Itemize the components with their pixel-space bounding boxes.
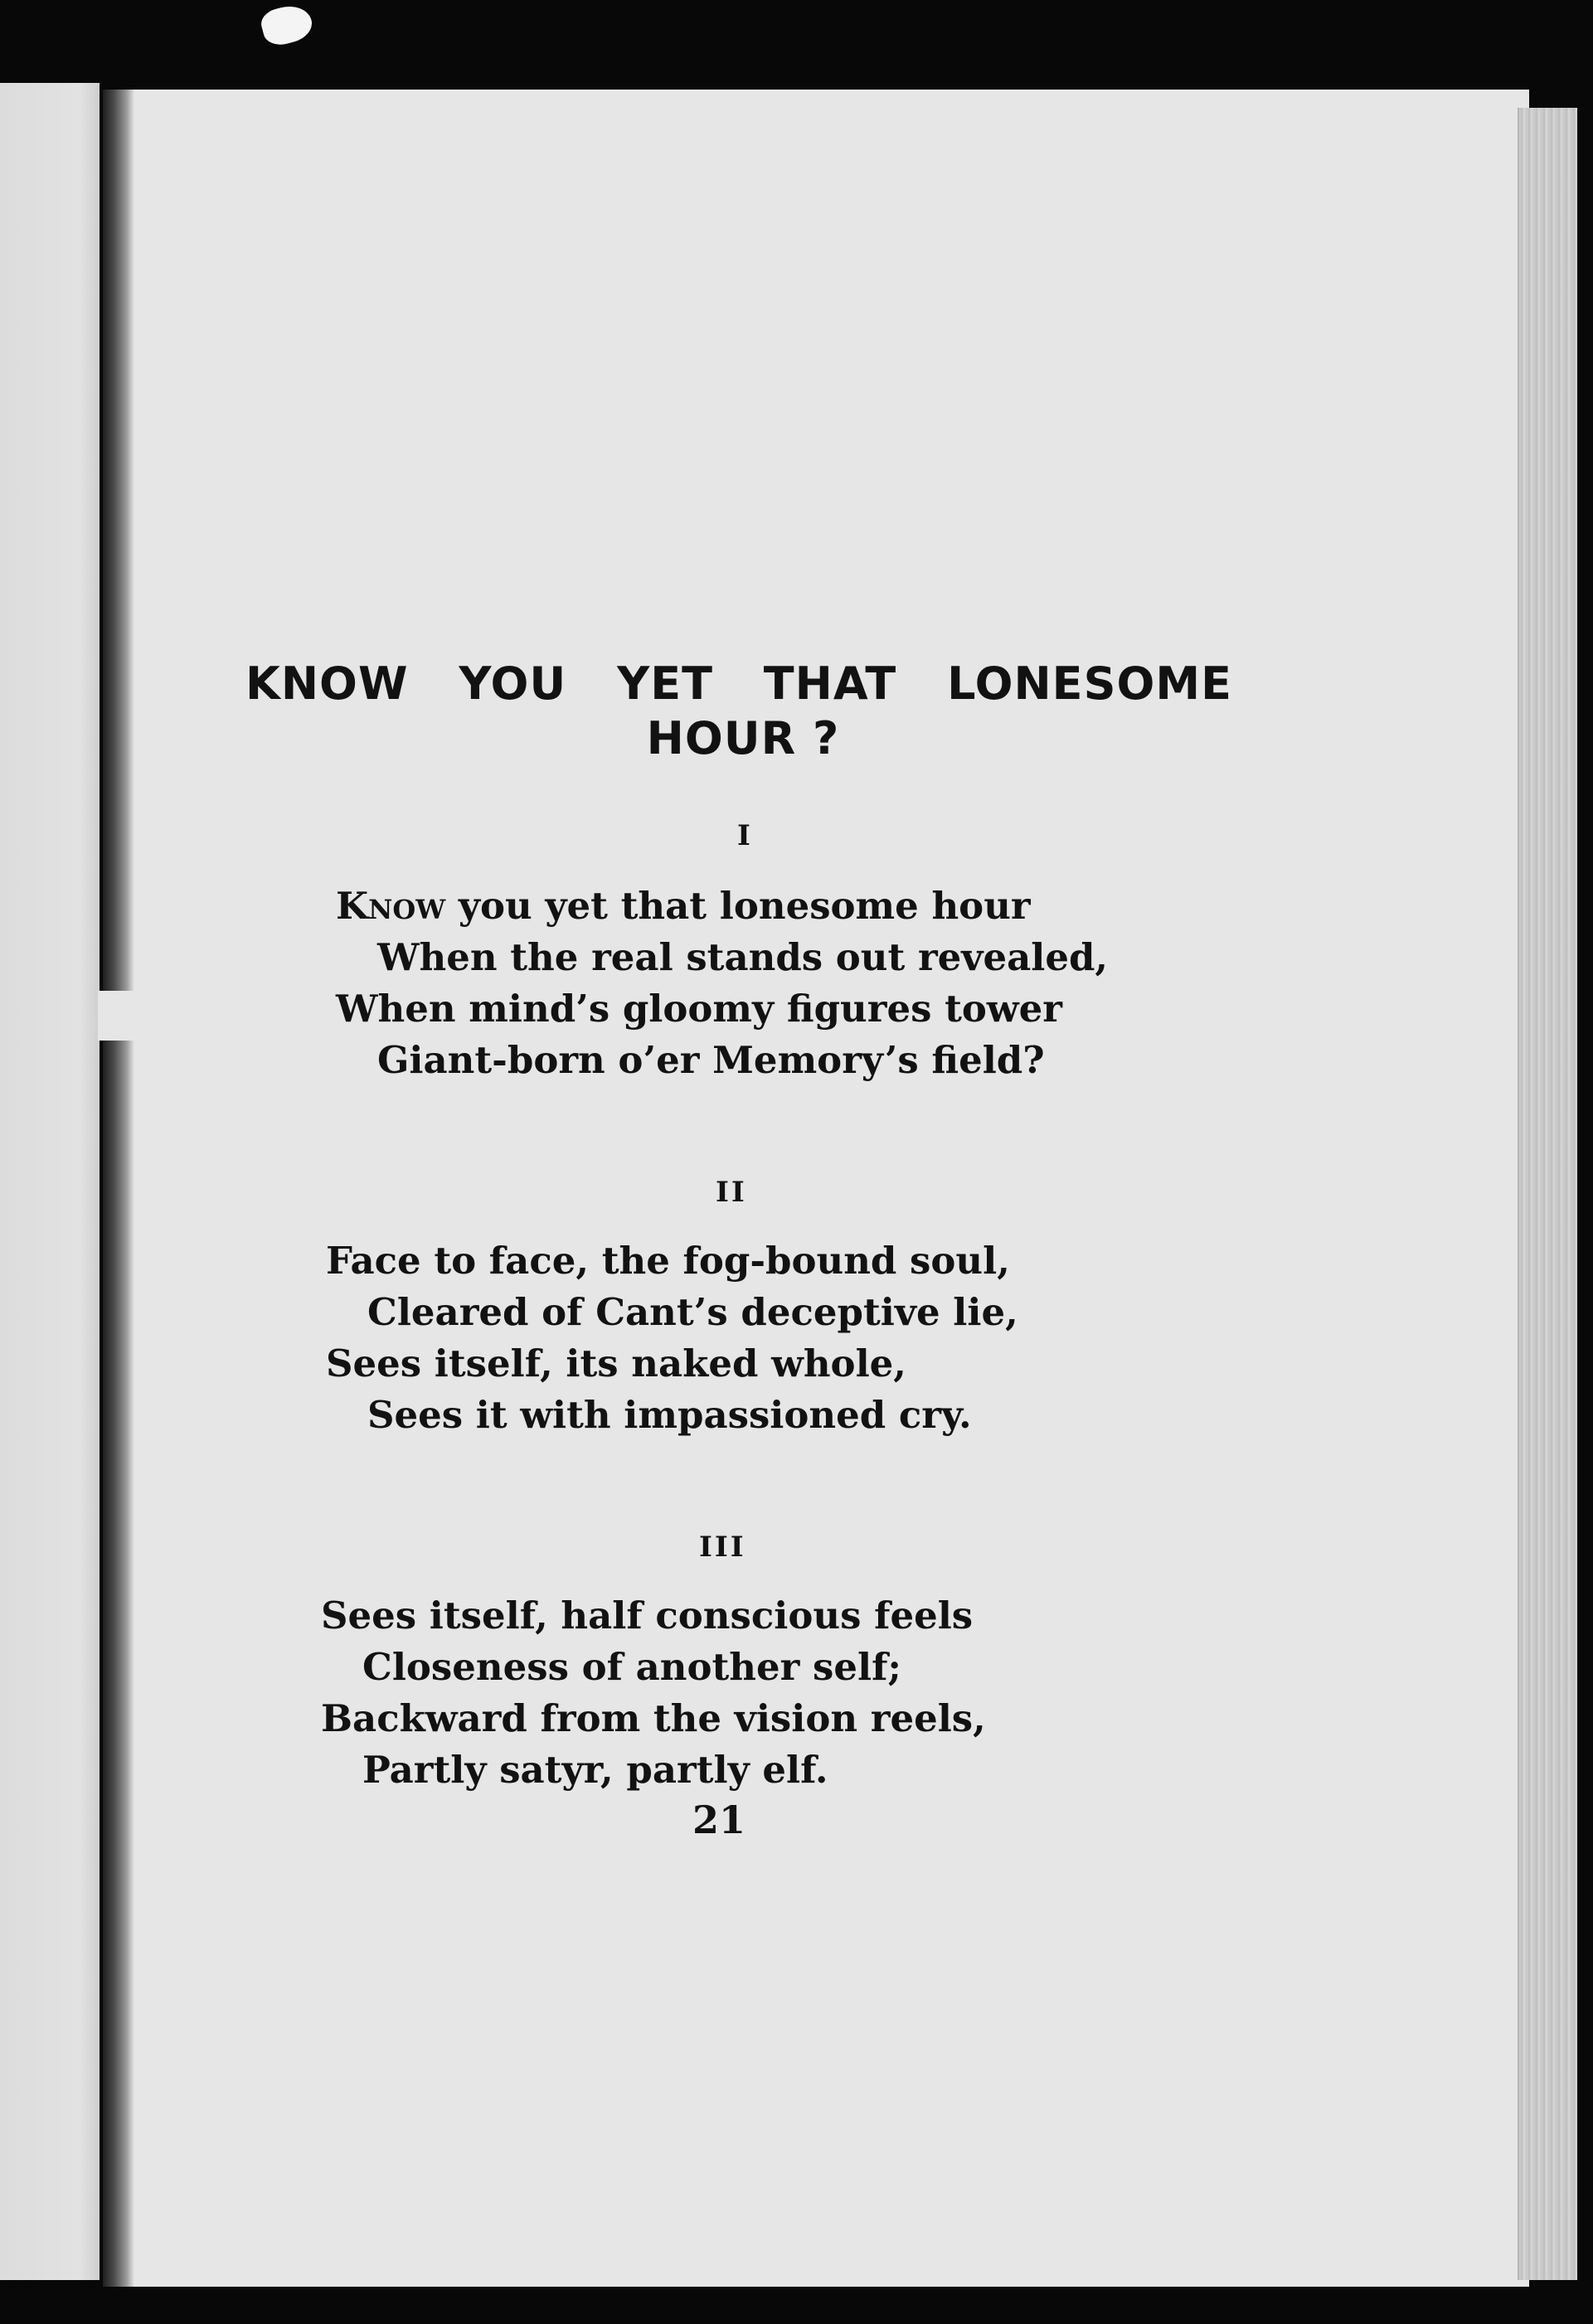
stanza-numeral: II xyxy=(716,1176,747,1209)
page-number: 21 xyxy=(692,1798,746,1842)
verse-line: Cleared of Cant’s deceptive lie, xyxy=(367,1290,1018,1334)
poem-title-line-1: KNOW YOU YET THAT LONESOME xyxy=(245,657,1232,710)
stanza-2 xyxy=(326,1235,1018,1441)
verse-line: Sees it with impassioned cry. xyxy=(367,1393,972,1437)
verse-line: Backward from the vision reels, xyxy=(321,1696,986,1740)
verse-line: Face to face, the fog-bound soul, xyxy=(326,1239,1010,1283)
verse-line: Sees itself, half conscious feels xyxy=(321,1594,974,1637)
stanza-numeral: III xyxy=(699,1531,746,1564)
verse-line: Partly satyr, partly elf. xyxy=(362,1748,828,1792)
verse-first-word: Know xyxy=(336,884,446,928)
poem-title-line-2: HOUR ? xyxy=(646,712,840,764)
stanza-3 xyxy=(321,1590,986,1796)
verse-line: Closeness of another self; xyxy=(362,1645,902,1689)
verse-line: Giant-born o’er Memory’s field? xyxy=(377,1038,1045,1082)
verse-line: When the real stands out revealed, xyxy=(377,935,1109,979)
verse-line: When mind’s gloomy figures tower xyxy=(336,987,1062,1031)
stanza-1 xyxy=(336,881,1108,1086)
stanza-numeral: I xyxy=(737,819,753,852)
verse-line: Sees itself, its naked whole, xyxy=(326,1342,906,1385)
verse-first-line-rest: you yet that lonesome hour xyxy=(445,884,1031,928)
verse-line xyxy=(336,881,1108,932)
